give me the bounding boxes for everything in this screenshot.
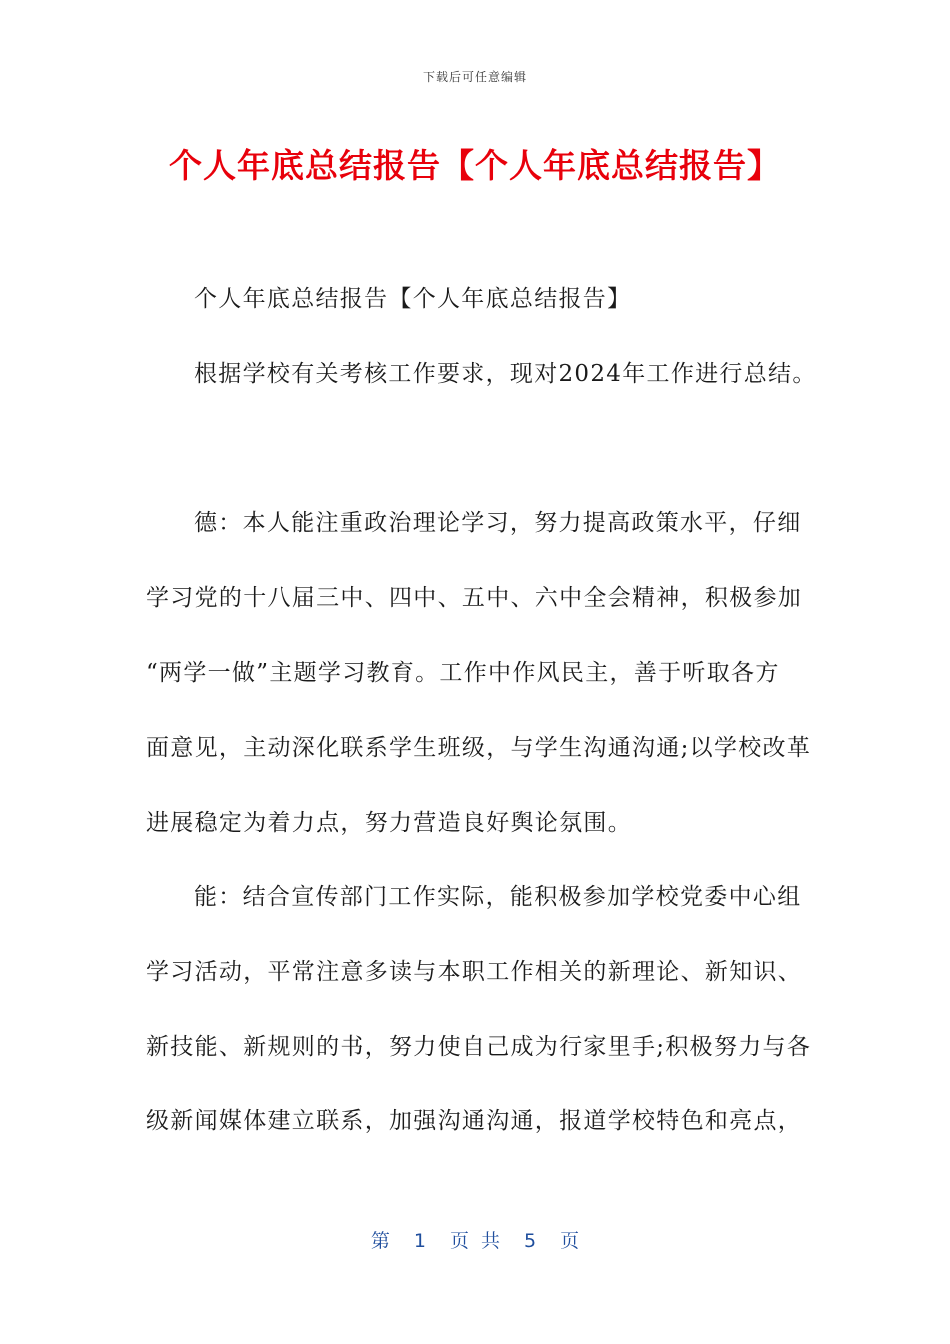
- footer-total-pages: 5: [524, 1230, 537, 1252]
- paragraph-line: 根据学校有关考核工作要求，现对2024年工作进行总结。: [194, 361, 817, 387]
- footer-page-number: 1: [413, 1230, 426, 1252]
- header-note: 下载后可任意编辑: [422, 70, 527, 84]
- paragraph-line: 学习活动，平常注意多读与本职工作相关的新理论、新知识、: [146, 959, 803, 985]
- footer-total-label: 页 共: [449, 1230, 501, 1252]
- paragraph-line: “两学一做”主题学习教育。工作中作风民主，善于听取各方: [146, 660, 780, 686]
- paragraph-line: 能：结合宣传部门工作实际，能积极参加学校党委中心组: [194, 884, 802, 910]
- page-footer: [0, 1226, 950, 1253]
- paragraph-line: 个人年底总结报告【个人年底总结报告】: [194, 286, 632, 312]
- paragraph-line: 级新闻媒体建立联系，加强沟通沟通，报道学校特色和亮点，: [146, 1108, 803, 1134]
- paragraph-line: 面意见，主动深化联系学生班级，与学生沟通沟通;以学校改革: [146, 735, 812, 761]
- paragraph-line: 德：本人能注重政治理论学习，努力提高政策水平，仔细: [194, 510, 802, 536]
- footer-page-suffix: 页: [560, 1230, 580, 1252]
- document-title: 个人年底总结报告【个人年底总结报告】: [169, 146, 781, 185]
- paragraph-line: 进展稳定为着力点，努力营造良好舆论氛围。: [146, 810, 632, 836]
- paragraph-line: 新技能、新规则的书，努力使自己成为行家里手;积极努力与各: [146, 1034, 812, 1060]
- paragraph-line: 学习党的十八届三中、四中、五中、六中全会精神，积极参加: [146, 585, 803, 611]
- footer-page-label: 第: [370, 1230, 390, 1252]
